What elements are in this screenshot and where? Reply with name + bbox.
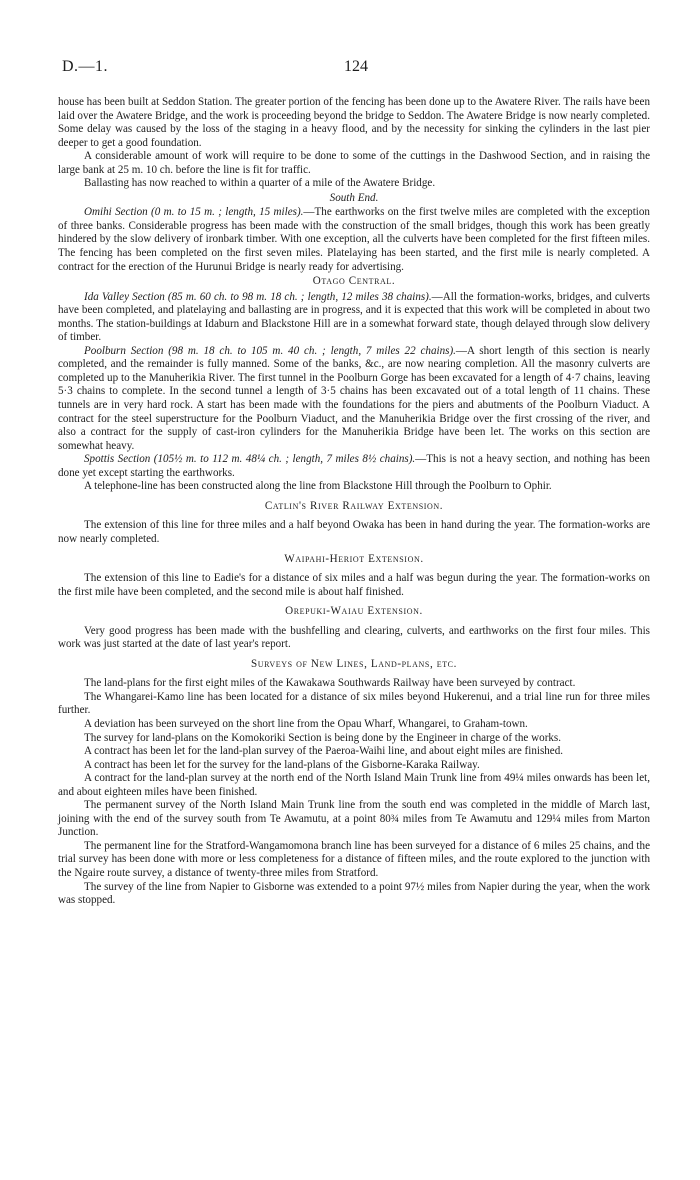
paragraph: A considerable amount of work will require to be done to some of the cuttings in the Dashwood Section, and in raising the large bank at 25 m. 10 ch. before the line is fit for traffic. xyxy=(58,150,650,176)
document-body xyxy=(58,96,650,908)
section-subtitle: Ida Valley Section (85 m. 60 ch. to 98 m. 18 ch. ; length, 12 miles 38 chains). xyxy=(84,290,432,303)
page-number: 124 xyxy=(344,58,368,75)
paragraph xyxy=(58,345,650,453)
paragraph xyxy=(58,291,650,345)
paragraph: Ballasting has now reached to within a quarter of a mile of the Awatere Bridge. xyxy=(84,177,436,190)
paragraph: A contract has been let for the survey for the land-plans of the Gisborne-Karaka Railway. xyxy=(84,758,480,771)
paragraph: A telephone-line has been constructed along the line from Blackstone Hill through the Poolburn to Ophir. xyxy=(84,480,552,493)
section-heading: Waipahi-Heriot Extension. xyxy=(284,552,424,565)
paragraph: The Whangarei-Kamo line has been located for a distance of six miles beyond Hukerenui, and a trial line run for three miles further. xyxy=(58,690,650,717)
section-subtitle: Omihi Section (0 m. to 15 m. ; length, 15 miles). xyxy=(84,206,304,219)
section-heading: Otago Central. xyxy=(312,275,396,288)
paragraph xyxy=(58,453,650,480)
paragraph: The extension of this line for three miles and a half beyond Owaka has been in hand during the year. The formation-works are now nearly completed. xyxy=(58,519,650,545)
section-subtitle: Poolburn Section (98 m. 18 ch. to 105 m. 40 ch. ; length, 7 miles 22 chains). xyxy=(84,344,456,357)
paragraph-text: —A short length of this section is nearly completed, and the remainder is fully manned. Some of the banks, &c., are now nearing completion. All the masonry culverts are completed up to the Manuherikia River. The first tunnel in the Poolburn Gorge has been excavated for a length of 4·7 chains, leaving 5·3 chains to complete. In the second tunnel a length of 3·5 chains has been excavated out of a total length of 11 chains. These tunnels are in very hard rock. A start has been made with the foundations for the piers and abutments of the Poolburn Viaduct. A contract for the steel superstructure for the Poolburn Viaduct, and the Manuherikia Bridge over the first crossing of the river, and also a contract for the supply of cast-iron cylinders for the Manuherikia Bridge have been let. The works on this section are somewhat heavy. xyxy=(58,344,650,452)
paragraph: A contract has been let for the land-plan survey of the Paeroa-Waihi line, and about eight miles are finished. xyxy=(84,745,564,758)
paragraph: A contract for the land-plan survey at the north end of the North Island Main Trunk line from 49¼ miles onwards has been let, and about eighteen miles have been finished. xyxy=(58,772,650,798)
paragraph-text: —The earthworks on the first twelve miles are completed with the exception of three banks. Considerable progress has been made with the construction of the small bridges, though this work has been greatly hindered by the slow delivery of ironbark timber. With one exception, all the culverts have been completed for the first fifteen miles. The fencing has been completed on the first seven miles. Platelaying has been started, and the first mile is nearly completed. A contract for the erection of the Hurunui Bridge is nearly ready for advertising. xyxy=(58,206,650,273)
paragraph: Very good progress has been made with the bushfelling and clearing, culverts, and earthworks on the first four miles. This work was just started at the date of last year's report. xyxy=(58,624,650,651)
paragraph-text: —This is not a heavy section, and nothing has been done yet except starting the earthworks. xyxy=(58,453,651,479)
paragraph xyxy=(58,206,650,274)
section-subtitle: Spottis Section (105½ m. to 112 m. 48¼ ch. ; length, 7 miles 8½ chains). xyxy=(84,453,416,466)
paragraph: A deviation has been surveyed on the short line from the Opau Wharf, Whangarei, to Graham-town. xyxy=(84,717,528,730)
section-heading: Catlin's River Railway Extension. xyxy=(264,499,444,512)
document-reference: D.—1. xyxy=(62,58,109,75)
page-header xyxy=(62,58,650,80)
section-heading: Orepuki-Waiau Extension. xyxy=(285,605,423,618)
paragraph: The permanent survey of the North Island Main Trunk line from the south end was completed in the middle of March last, joining with the end of the survey south from Te Awamutu, at a point 80¾ miles from Te Awamutu and 129¼ miles from Marton Junction. xyxy=(58,799,650,839)
paragraph: The land-plans for the first eight miles of the Kawakawa Southwards Railway have been surveyed by contract. xyxy=(84,677,576,690)
paragraph-text: —All the formation-works, bridges, and culverts have been completed, and platelaying and ballasting are in progress, and it is expected that this work will be completed in about two months. The station-buildings at Idaburn and Blackstone Hill are in a somewhat forward state, though delayed through slow delivery of timber. xyxy=(58,290,650,344)
paragraph: The survey for land-plans on the Komokoriki Section is being done by the Engineer in charge of the works. xyxy=(84,731,562,744)
paragraph: The extension of this line to Eadie's for a distance of six miles and a half was begun during the year. The formation-works on the first mile have been completed, and the second mile is about half finished. xyxy=(58,572,650,598)
section-heading: South End. xyxy=(329,191,379,204)
section-heading: Surveys of New Lines, Land-plans, etc. xyxy=(250,657,457,670)
paragraph: The permanent line for the Stratford-Wangamomona branch line has been surveyed for a distance of 6 miles 25 chains, and the trial survey has been done with more or less completeness for a distance of fifteen miles, and the route explored to the junction with the Ngaire route survey, a distance of twenty-three miles from Stratford. xyxy=(58,839,650,879)
paragraph: The survey of the line from Napier to Gisborne was extended to a point 97½ miles from Napier during the year, when the work was stopped. xyxy=(58,880,650,907)
paragraph: house has been built at Seddon Station. The greater portion of the fencing has been done up to the Awatere River. The rails have been laid over the Awatere Bridge, and the work is proceeding beyond the bridge to Seddon. The Awatere Bridge is now nearly completed. Some delay was caused by the loss of the staging in a heavy flood, and by the necessity for sinking the cylinders in the last pier deeper to get a good foundation. xyxy=(58,96,650,149)
